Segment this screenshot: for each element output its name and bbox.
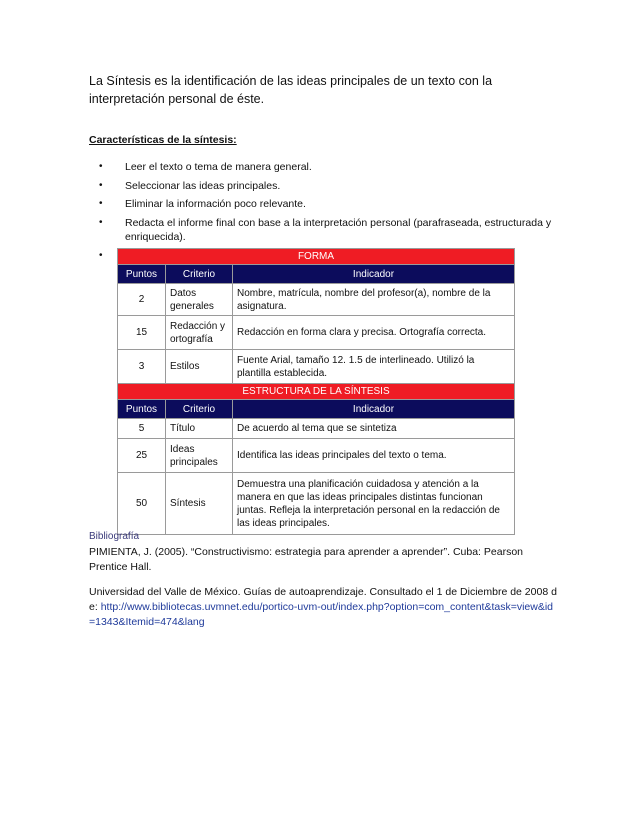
reference-text: Universidad del Valle de México. Guías de autoaprendizaje. Consultado el 1 de Diciembre de 2008 de: <box>89 586 557 613</box>
intro-paragraph: La Síntesis es la identificación de las ideas principales de un texto con la interpretación personal de éste. <box>89 74 493 106</box>
criterion-cell: Datos generales <box>166 284 233 316</box>
table-header-row <box>118 400 515 419</box>
indicator-cell: Redacción en forma clara y precisa. Ortografía correcta. <box>233 316 515 350</box>
table-row <box>118 316 515 350</box>
indicator-cell: Identifica las ideas principales del texto o tema. <box>233 439 515 473</box>
points-cell: 25 <box>118 439 166 473</box>
table-header-row <box>118 265 515 284</box>
section-header-estructura <box>118 384 515 400</box>
bibliography-heading: Bibliografía <box>89 531 140 542</box>
table-row <box>118 350 515 384</box>
list-item: • Seleccionar las ideas principales. <box>99 179 281 192</box>
header-indicator: Indicador <box>233 400 515 419</box>
bibliography-entry <box>89 585 559 630</box>
table-row <box>118 419 515 439</box>
points-cell: 3 <box>118 350 166 384</box>
points-cell: 5 <box>118 419 166 439</box>
points-cell: 2 <box>118 284 166 316</box>
criterion-cell: Redacción y ortografía <box>166 316 233 350</box>
table-row <box>118 473 515 535</box>
indicator-cell: Nombre, matrícula, nombre del profesor(a), nombre de la asignatura. <box>233 284 515 316</box>
section-title-forma: FORMA <box>118 249 515 265</box>
characteristics-heading: Características de la síntesis: <box>89 134 237 146</box>
list-item: • Eliminar la información poco relevante. <box>99 198 306 210</box>
bullet-icon: • <box>99 198 103 209</box>
criterion-cell: Estilos <box>166 350 233 384</box>
bullet-icon: • <box>99 249 103 261</box>
reference-link[interactable]: http://www.bibliotecas.uvmnet.edu/portico-uvm-out/index.php?option=com_content&task=view&id=1343&Itemid=474&lang <box>89 601 554 628</box>
criterion-cell: Título <box>166 419 233 439</box>
points-cell: 15 <box>118 316 166 350</box>
criterion-cell: Síntesis <box>166 473 233 535</box>
indicator-cell: De acuerdo al tema que se sintetiza <box>233 419 515 439</box>
header-criterion: Criterio <box>166 400 233 419</box>
section-title-estructura: ESTRUCTURA DE LA SÍNTESIS <box>118 384 515 400</box>
criterion-cell: Ideas principales <box>166 439 233 473</box>
header-points: Puntos <box>118 400 166 419</box>
list-item: • Redacta el informe final con base a la interpretación personal (parafraseada, estructurada y enriquecida). <box>99 216 552 243</box>
section-header-forma <box>118 249 515 265</box>
table-row <box>118 284 515 316</box>
rubric-table <box>117 248 515 535</box>
bibliography-entry: PIMIENTA, J. (2005). “Constructivismo: estrategia para aprender a aprender”. Cuba: Pearson Prentice Hall. <box>89 546 524 573</box>
bullet-icon: • <box>99 161 103 172</box>
points-cell: 50 <box>118 473 166 535</box>
list-item: • Leer el texto o tema de manera general. <box>99 161 312 173</box>
header-points: Puntos <box>118 265 166 284</box>
indicator-cell: Fuente Arial, tamaño 12. 1.5 de interlineado. Utilizó la plantilla establecida. <box>233 350 515 384</box>
header-indicator: Indicador <box>233 265 515 284</box>
table-row <box>118 439 515 473</box>
header-criterion: Criterio <box>166 265 233 284</box>
indicator-cell: Demuestra una planificación cuidadosa y atención a la manera en que las ideas principales distintas funcionan juntas. Refleja la interpretación personal en la redacción de las ideas principales. <box>233 473 515 535</box>
bullet-icon: • <box>99 216 103 228</box>
bullet-icon: • <box>99 179 103 191</box>
